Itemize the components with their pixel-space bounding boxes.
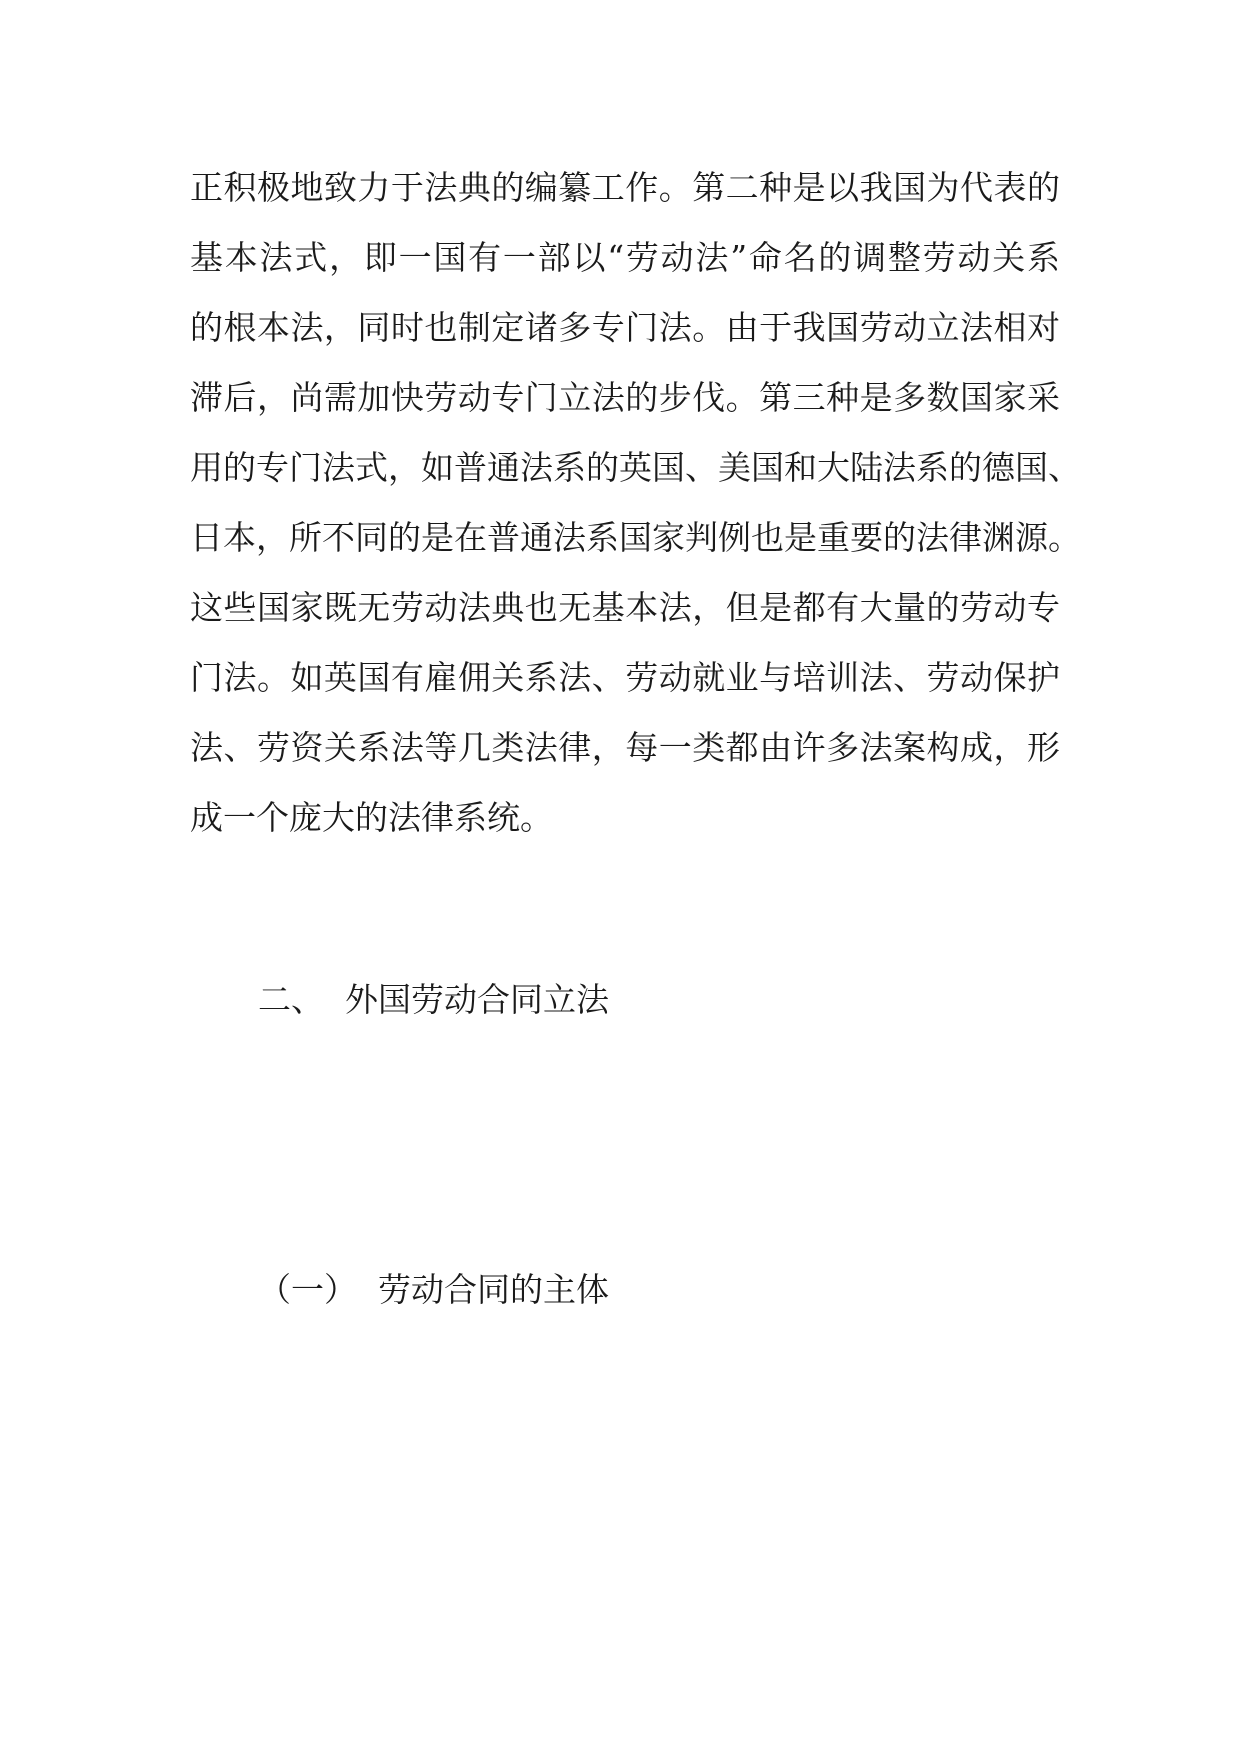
subsection-heading: （一） 劳动合同的主体 (258, 1270, 609, 1309)
body-paragraph (190, 160, 1081, 860)
paragraph-line: 正积极地致力于法典的编纂工作。第二种是以我国为代表的 (190, 168, 1060, 207)
paragraph-line: 用的专门法式，如普通法系的英国、美国和大陆法系的德国、 (190, 448, 1081, 487)
paragraph-line: 成一个庞大的法律系统。 (190, 798, 553, 837)
paragraph-line: 日本，所不同的是在普通法系国家判例也是重要的法律渊源。 (190, 518, 1081, 557)
paragraph-line: 法、劳资关系法等几类法律，每一类都由许多法案构成，形 (190, 728, 1060, 767)
paragraph-line: 基本法式，即一国有一部以“劳动法”命名的调整劳动关系 (190, 238, 1060, 277)
section-heading: 二、 外国劳动合同立法 (258, 980, 609, 1019)
paragraph-line: 的根本法，同时也制定诸多专门法。由于我国劳动立法相对 (190, 308, 1060, 347)
paragraph-line: 滞后，尚需加快劳动专门立法的步伐。第三种是多数国家采 (190, 378, 1060, 417)
paragraph-line: 这些国家既无劳动法典也无基本法，但是都有大量的劳动专 (190, 588, 1060, 627)
paragraph-line: 门法。如英国有雇佣关系法、劳动就业与培训法、劳动保护 (190, 658, 1060, 697)
